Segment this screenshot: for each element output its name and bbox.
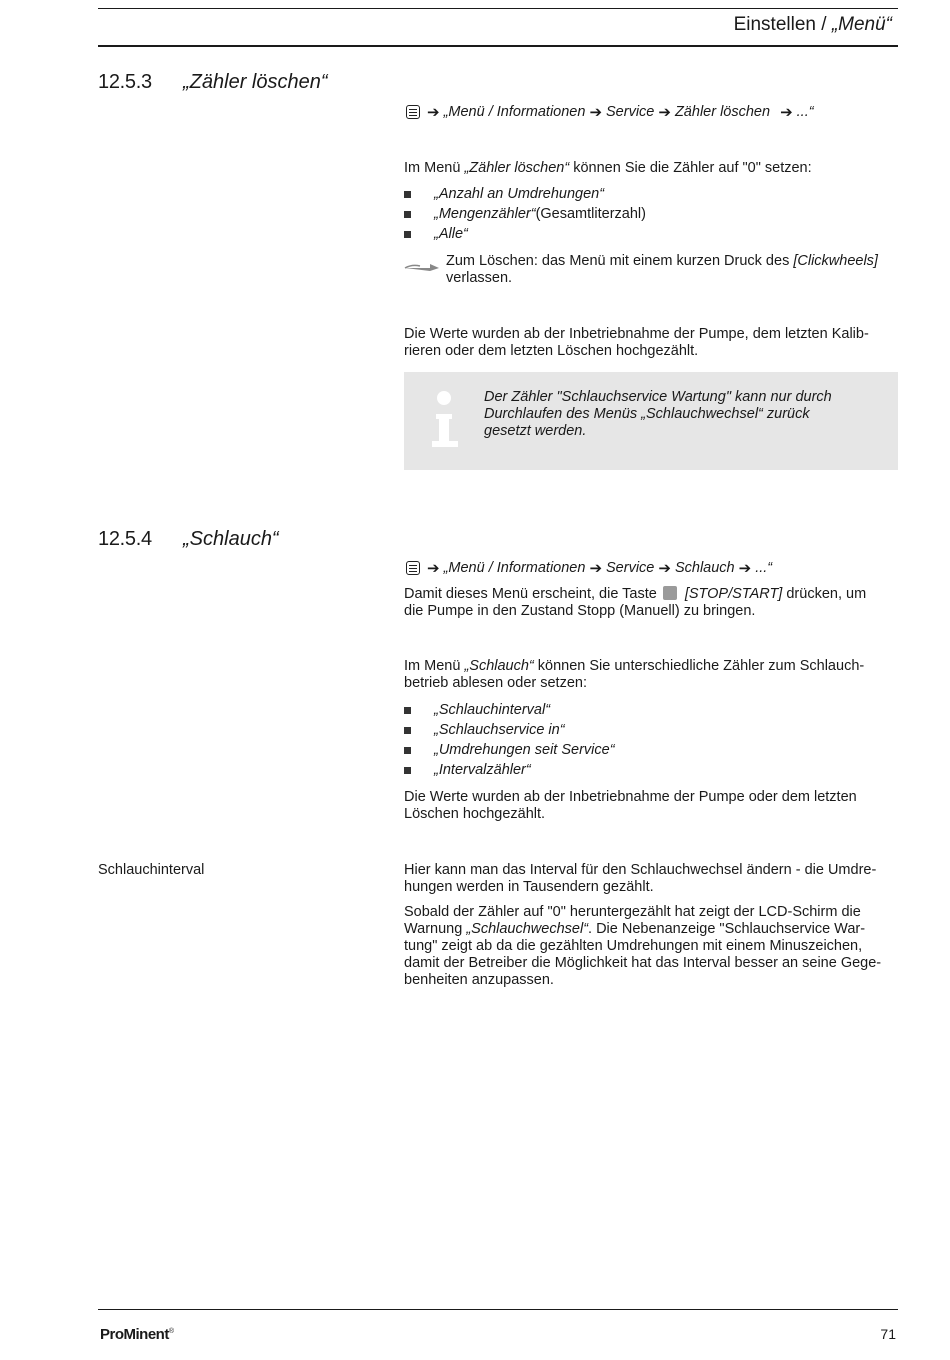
list-item-label: „Alle“ <box>434 226 468 242</box>
values-paragraph <box>404 326 898 360</box>
list-item-label: „Intervalzähler“ <box>434 762 531 778</box>
text-line: Die Werte wurden ab der Inbetriebnahme der Pumpe, dem letzten Kalib- <box>404 326 869 342</box>
path-step: ...“ <box>796 104 814 120</box>
bullet-square-icon <box>404 727 411 734</box>
text-line: damit der Betreiber die Möglichkeit hat das Interval besser an seine Gege- <box>404 955 882 971</box>
text-line: Durchlaufen des Menüs „Schlauchwechsel“ zurück <box>484 406 810 422</box>
path-step: Zähler löschen <box>674 104 771 120</box>
text-line: Die Werte wurden ab der Inbetriebnahme der Pumpe oder dem letzten <box>404 789 857 805</box>
warning-paragraph <box>404 904 898 989</box>
menu-list-icon <box>406 105 420 119</box>
list-item-label: „Umdrehungen seit Service“ <box>434 742 615 758</box>
section-title: „Zähler löschen“ <box>183 71 328 93</box>
text-run: können Sie die Zähler auf "0" setzen: <box>569 160 812 176</box>
path-step: „Menü / Informationen <box>443 104 586 120</box>
right-arrow-icon: ➔ <box>589 560 603 577</box>
menu-path <box>406 559 772 577</box>
path-step: Schlauch <box>674 560 735 576</box>
text-run: verlassen. <box>446 270 513 286</box>
text-run-italic: „Schlauchwechsel“ <box>466 921 589 937</box>
text-run: Zum Löschen: das Menü mit einem kurzen Druck des <box>446 253 794 269</box>
right-arrow-icon: ➔ <box>658 560 671 577</box>
info-note-text <box>484 389 884 440</box>
text-run: . Die Nebenanzeige "Schlauchservice War- <box>588 921 866 937</box>
text-line: Der Zähler "Schlauchservice Wartung" kann nur durch <box>484 389 832 405</box>
text-line: benheiten anzupassen. <box>404 972 554 988</box>
registered-mark: ® <box>168 1328 174 1335</box>
text-run: Damit dieses Menü erscheint, die Taste <box>404 586 661 602</box>
list-item <box>404 762 531 779</box>
right-arrow-icon: ➔ <box>427 560 440 577</box>
top-rule <box>98 8 898 9</box>
list-item <box>404 702 550 719</box>
path-step: Service <box>606 104 655 120</box>
list-item-label: „Schlauchservice in“ <box>434 722 565 738</box>
text-line: rieren oder dem letzten Löschen hochgezählt. <box>404 343 699 359</box>
values-paragraph <box>404 789 898 823</box>
path-step: „Menü / Informationen <box>443 560 586 576</box>
action-hand-icon <box>404 258 440 272</box>
right-arrow-icon: ➔ <box>427 104 440 121</box>
text-run-italic: [Clickwheels] <box>793 253 878 269</box>
list-item <box>404 722 565 739</box>
text-run-italic: „Schlauch“ <box>464 658 534 674</box>
section-title: „Schlauch“ <box>183 528 279 550</box>
text-line: Hier kann man das Interval für den Schlauchwechsel ändern - die Umdre- <box>404 862 877 878</box>
text-run-italic: [STOP/START] <box>684 586 783 602</box>
text-line: Löschen hochgezählt. <box>404 806 546 822</box>
section-number: 12.5.3 <box>98 71 152 93</box>
text-run: Im Menü <box>404 658 465 674</box>
text-run: drücken, um <box>782 586 867 602</box>
right-arrow-icon: ➔ <box>658 104 671 121</box>
path-step: Service <box>606 560 655 576</box>
text-line: die Pumpe in den Zustand Stopp (Manuell) zu bringen. <box>404 603 756 619</box>
list-item <box>404 742 615 759</box>
info-icon <box>428 390 462 450</box>
list-item-label: „Schlauchinterval“ <box>434 702 551 718</box>
footer-rule <box>98 1309 898 1310</box>
text-line: hungen werden in Tausendern gezählt. <box>404 879 654 895</box>
right-arrow-icon: ➔ <box>780 104 793 121</box>
list-item <box>404 206 646 223</box>
running-header <box>734 14 892 36</box>
text-run: Warnung <box>404 921 467 937</box>
text-run-italic: „Zähler löschen“ <box>464 160 570 176</box>
intro-paragraph <box>404 658 898 692</box>
text-run: können Sie unterschiedliche Zähler zum Schlauch- <box>533 658 865 674</box>
logo-text: ProMinent <box>100 1326 169 1343</box>
prominent-logo <box>100 1326 174 1343</box>
text-line: Sobald der Zähler auf "0" heruntergezählt hat zeigt der LCD-Schirm die <box>404 904 861 920</box>
section-number: 12.5.4 <box>98 528 152 550</box>
bullet-square-icon <box>404 767 411 774</box>
menu-list-icon <box>406 561 420 575</box>
path-step: ...“ <box>755 560 773 576</box>
intro-paragraph <box>404 160 898 177</box>
action-instruction <box>446 253 898 287</box>
page-number: 71 <box>880 1326 896 1342</box>
text-run: Im Menü <box>404 160 465 176</box>
header-title-plain: Einstellen / <box>733 14 832 35</box>
list-item <box>404 186 604 203</box>
bullet-square-icon <box>404 747 411 754</box>
list-item-label: „Anzahl an Umdrehungen“ <box>434 186 605 202</box>
stop-start-key-icon <box>663 586 677 600</box>
list-item <box>404 226 468 243</box>
header-rule <box>98 45 898 47</box>
bullet-square-icon <box>404 231 411 238</box>
bullet-square-icon <box>404 191 411 198</box>
stop-start-paragraph <box>404 586 898 620</box>
list-item-rest: (Gesamtliterzahl) <box>535 206 646 222</box>
list-item-label: „Mengenzähler“ <box>434 206 536 222</box>
right-arrow-icon: ➔ <box>738 560 752 577</box>
side-heading: Schlauchinterval <box>98 862 205 878</box>
right-arrow-icon: ➔ <box>589 104 603 121</box>
info-note-box <box>404 372 898 470</box>
bullet-square-icon <box>404 211 411 218</box>
text-line: betrieb ablesen oder setzen: <box>404 675 587 691</box>
header-title-italic: „Menü“ <box>831 14 892 35</box>
interval-paragraph <box>404 862 898 896</box>
menu-path <box>406 103 814 121</box>
text-line: gesetzt werden. <box>484 423 587 439</box>
text-line: tung" zeigt ab da die gezählten Umdrehungen mit einem Minuszeichen, <box>404 938 863 954</box>
bullet-square-icon <box>404 707 411 714</box>
